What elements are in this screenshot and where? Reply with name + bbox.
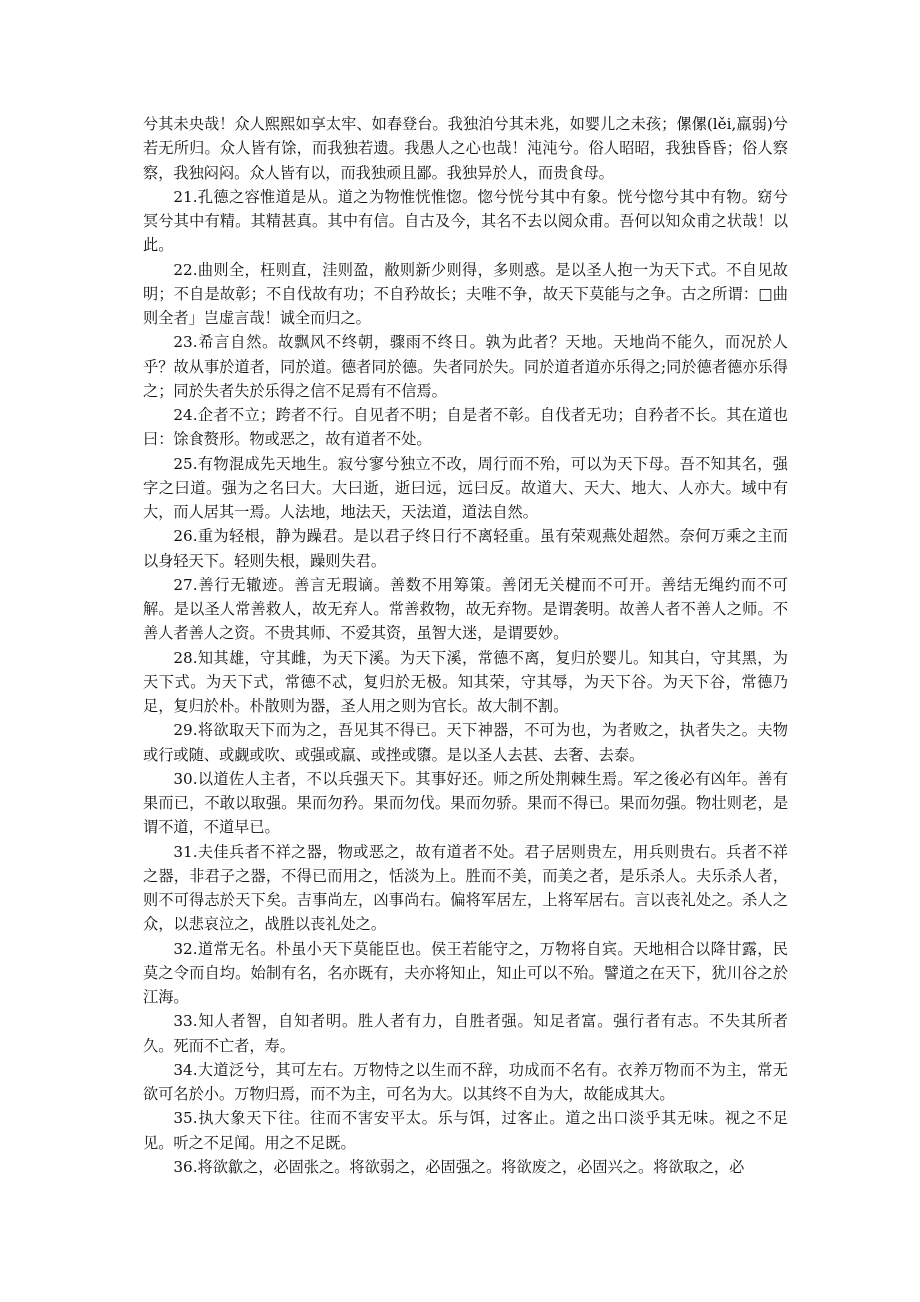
paragraph-27: 27.善行无辙迹。善言无瑕谪。善数不用筹策。善闭无关楗而不可开。善结无绳约而不可解。是以圣人常善救人，故无弃人。常善救物，故无弃物。是谓袭明。故善人者不善人之师。不善人者善人之资。不贵其师、不爱其资，虽智大迷，是谓要妙。 [143,575,788,643]
paragraph-29: 29.将欲取天下而为之，吾见其不得已。天下神器，不可为也，为者败之，执者失之。夫物或行或随、或觑或吹、或强或羸、或挫或隳。是以圣人去甚、去奢、去泰。 [143,721,788,764]
paragraph-24: 24.企者不立；跨者不行。自见者不明；自是者不彰。自伐者无功；自矜者不长。其在道也曰：馀食赘形。物或恶之，故有道者不处。 [143,406,788,449]
paragraph-continuation: 兮其未央哉！众人熙熙如享太牢、如春登台。我独泊兮其未兆，如婴儿之未孩；傫傫(lěi,羸弱)兮若无所归。众人皆有馀，而我独若遗。我愚人之心也哉！沌沌兮。俗人昭昭，我独昏昏；俗人察察，我独闷闷。众人皆有以，而我独顽且鄙。我独异於人，而贵食母。 [143,115,788,182]
paragraph-33: 33.知人者智，自知者明。胜人者有力，自胜者强。知足者富。强行者有志。不失其所者久。死而不亡者，寿。 [143,1012,788,1055]
paragraph-28: 28.知其雄，守其雌，为天下溪。为天下溪，常德不离，复归於婴儿。知其白，守其黑，为天下式。为天下式，常德不忒，复归於无极。知其荣，守其辱，为天下谷。为天下谷，常德乃足，复归於朴。朴散则为器，圣人用之则为官长。故大制不割。 [143,648,788,715]
document-body [143,112,788,1179]
paragraph-34: 34.大道泛兮，其可左右。万物恃之以生而不辞，功成而不名有。衣养万物而不为主，常无欲可名於小。万物归焉，而不为主，可名为大。以其终不自为大，故能成其大。 [143,1060,788,1103]
paragraph-30: 30.以道佐人主者，不以兵强天下。其事好还。师之所处荆棘生焉。军之後必有凶年。善有果而已，不敢以取强。果而勿矜。果而勿伐。果而勿骄。果而不得已。果而勿强。物壮则老，是谓不道，不道早已。 [143,769,788,837]
paragraph-25: 25.有物混成先天地生。寂兮寥兮独立不改，周行而不殆，可以为天下母。吾不知其名，强字之曰道。强为之名曰大。大曰逝，逝曰远，远曰反。故道大、天大、地大、人亦大。域中有大，而人居其一焉。人法地，地法天，天法道，道法自然。 [143,454,788,521]
paragraph-31: 31.夫佳兵者不祥之器，物或恶之，故有道者不处。君子居则贵左，用兵则贵右。兵者不祥之器，非君子之器，不得已而用之，恬淡为上。胜而不美，而美之者，是乐杀人。夫乐杀人者，则不可得志於天下矣。吉事尚左，凶事尚右。偏将军居左，上将军居右。言以丧礼处之。杀人之众，以悲哀泣之，战胜以丧礼处之。 [143,842,788,934]
paragraph-32: 32.道常无名。朴虽小天下莫能臣也。侯王若能守之，万物将自宾。天地相合以降甘露，民莫之令而自均。始制有名，名亦既有，夫亦将知止，知止可以不殆。譬道之在天下，犹川谷之於江海。 [143,939,788,1006]
paragraph-36: 36.将欲歙之，必固张之。将欲弱之，必固强之。将欲废之，必固兴之。将欲取之，必 [173,1157,745,1176]
paragraph-35: 35.执大象天下往。往而不害安平太。乐与饵，过客止。道之出口淡乎其无味。视之不足见。听之不足闻。用之不足既。 [143,1109,788,1152]
paragraph-22: 22.曲则全，枉则直，洼则盈，敝则新少则得，多则惑。是以圣人抱一为天下式。不自见故明；不自是故彰；不自伐故有功；不自矜故长；夫唯不争，故天下莫能与之争。古之所谓：□曲则全者」岂虚言哉！诚全而归之。 [143,260,788,327]
paragraph-21: 21.孔德之容惟道是从。道之为物惟恍惟惚。惚兮恍兮其中有象。恍兮惚兮其中有物。窈兮冥兮其中有精。其精甚真。其中有信。自古及今，其名不去以阅众甫。吾何以知众甫之状哉！以此。 [143,187,788,255]
paragraph-23: 23.希言自然。故飘风不终朝，骤雨不终日。孰为此者？天地。天地尚不能久，而况於人乎？故从事於道者，同於道。德者同於德。失者同於失。同於道者道亦乐得之;同於德者德亦乐得之；同於失者失於乐得之信不足焉有不信焉。 [143,333,788,400]
paragraph-26: 26.重为轻根，静为躁君。是以君子终日行不离轻重。虽有荣观燕处超然。奈何万乘之主而以身轻天下。轻则失根，躁则失君。 [143,527,788,570]
